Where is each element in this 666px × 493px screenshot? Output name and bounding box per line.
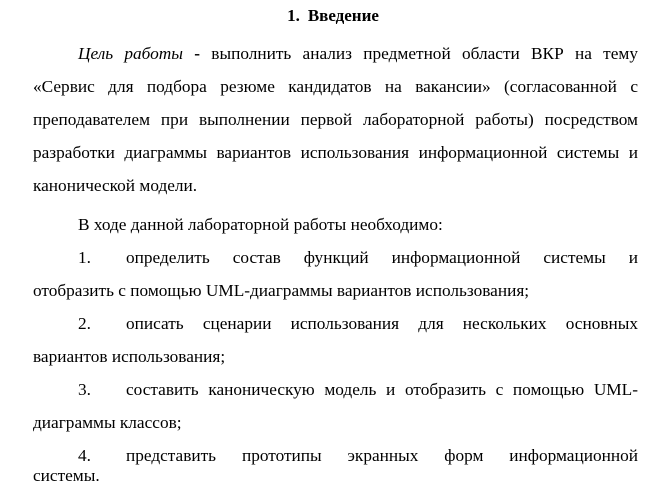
list-item-number: 4. (78, 446, 91, 465)
list-item-line-2: диаграммы классов; (33, 413, 182, 432)
list-item-line-1: представить прототипы экранных форм информационной (126, 446, 638, 465)
task-intro: В ходе данной лабораторной работы необходимо: (78, 215, 443, 234)
section-title: Введение (307, 6, 379, 25)
intro-line-1-text: выполнить анализ предметной области ВКР на тему (211, 44, 638, 63)
intro-line-1 (78, 42, 638, 66)
list-item-number: 3. (78, 380, 91, 399)
list-item-line-2: системы. (33, 466, 100, 485)
intro-line-5: канонической модели. (33, 176, 198, 195)
intro-line-2: «Сервис для подбора резюме кандидатов на вакансии» (согласованной с (33, 77, 638, 96)
list-item-number: 2. (78, 314, 91, 333)
list-item-line-1: определить состав функций информационной системы и (126, 248, 638, 267)
list-item-line-2: отобразить с помощью UML-диаграммы вариантов использования; (33, 281, 530, 300)
list-item-line-1: составить каноническую модель и отобразить с помощью UML- (126, 380, 638, 399)
purpose-dash: - (194, 44, 201, 63)
section-heading (0, 4, 666, 28)
list-item-line-2: вариантов использования; (33, 347, 226, 366)
intro-line-4: разработки диаграммы вариантов использования информационной системы и (33, 143, 638, 162)
purpose-label: Цель работы (78, 44, 183, 63)
section-number: 1. (287, 6, 300, 25)
list-item-line-1: описать сценарии использования для нескольких основных (126, 314, 638, 333)
list-item-number: 1. (78, 248, 91, 267)
intro-line-3: преподавателем при выполнении первой лабораторной работы) посредством (33, 110, 638, 129)
